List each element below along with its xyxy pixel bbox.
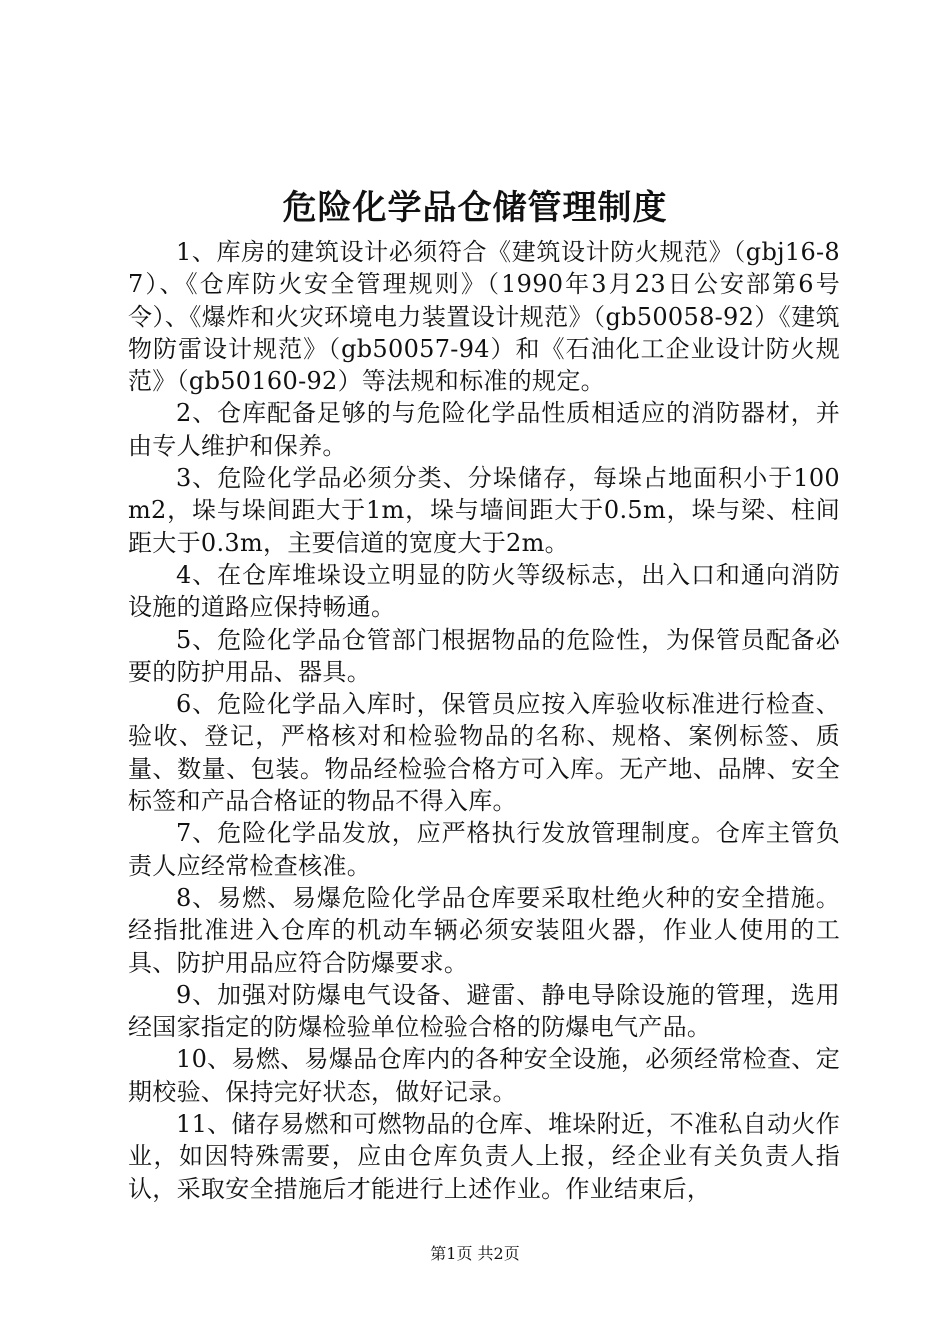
paragraph-4: 4、在仓库堆垛设立明显的防火等级标志，出入口和通向消防设施的道路应保持畅通。 bbox=[128, 560, 840, 622]
paragraph-5: 5、危险化学品仓管部门根据物品的危险性，为保管员配备必要的防护用品、器具。 bbox=[128, 625, 840, 686]
document-body bbox=[128, 236, 840, 1205]
paragraph-9: 9、加强对防爆电气设备、避雷、静电导除设施的管理，选用经国家指定的防爆检验单位检验合格的防爆电气产品。 bbox=[128, 980, 840, 1042]
page-number-footer: 第1页 共2页 bbox=[430, 1244, 520, 1263]
paragraph-8: 8、易燃、易爆危险化学品仓库要采取杜绝火种的安全措施。经指批准进入仓库的机动车辆必须安装阻火器，作业人使用的工具、防护用品应符合防爆要求。 bbox=[128, 883, 840, 977]
paragraph-1: 1、库房的建筑设计必须符合《建筑设计防火规范》（gbj16-87）、《仓库防火安全管理规则》（1990年3月23日公安部第6号令）、《爆炸和火灾环境电力装置设计规范》（gb50058-92）《建筑物防雷设计规范》（gb50057-94）和《石油化工企业设计防火规范》（gb50160-92）等法规和标准的规定。 bbox=[128, 238, 840, 396]
paragraph-2: 2、仓库配备足够的与危险化学品性质相适应的消防器材，并由专人维护和保养。 bbox=[128, 399, 840, 460]
paragraph-10: 10、易燃、易爆品仓库内的各种安全设施，必须经常检查、定期校验、保持完好状态，做好记录。 bbox=[128, 1045, 840, 1106]
paragraph-7: 7、危险化学品发放，应严格执行发放管理制度。仓库主管负责人应经常检查核准。 bbox=[128, 819, 840, 880]
paragraph-3: 3、危险化学品必须分类、分垛储存，每垛占地面积小于100m2，垛与垛间距大于1m，垛与墙间距大于0.5m，垛与梁、柱间距大于0.3m，主要信道的宽度大于2m。 bbox=[128, 464, 840, 557]
document-title: 危险化学品仓储管理制度 bbox=[282, 188, 668, 228]
paragraph-6: 6、危险化学品入库时，保管员应按入库验收标准进行检查、验收、登记，严格核对和检验物品的名称、规格、案例标签、质量、数量、包装。物品经检验合格方可入库。无产地、品牌、安全标签和产品合格证的物品不得入库。 bbox=[128, 690, 840, 816]
paragraph-11: 11、储存易燃和可燃物品的仓库、堆垛附近，不准私自动火作业，如因特殊需要，应由仓库负责人上报，经企业有关负责人指认，采取安全措施后才能进行上述作业。作业结束后， bbox=[128, 1110, 840, 1203]
